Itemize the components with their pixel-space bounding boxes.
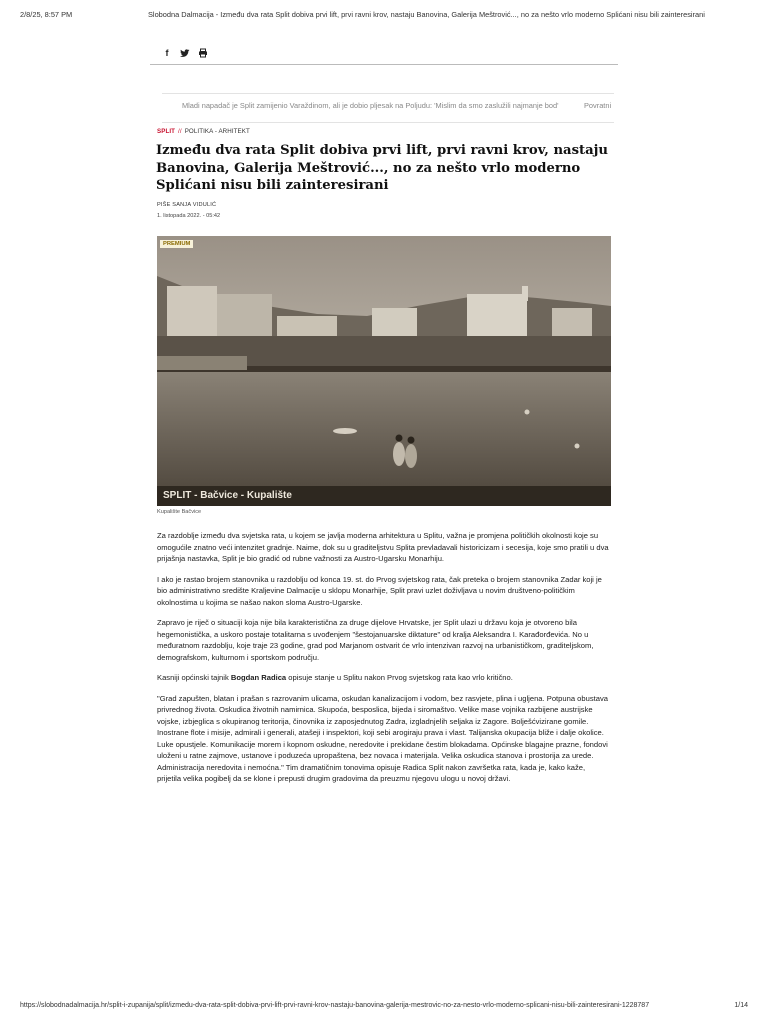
premium-badge: PREMIUM xyxy=(160,240,193,248)
news-ticker[interactable] xyxy=(162,93,614,123)
article-quote: "Grad zapušten, blatan i prašan s razrovanim ulicama, oskudan kanalizacijom i vodom, bez rasvjete, plina i ugljena. Potpuna obustava privrednog života. Oskudica životnih namirnica. Skupoća, besposlica, bijeda i siromaštvo. Velike mase vojnika razbijene austrijske vojske, izbjeglica s okupiranog teritorija, činovnika iz zaposjednutog Zadra, izgladnjelih seljaka iz Zagore. Bolješćvizirane gomile. Inostrane flote i misije, admirali i generali, atašeji i inspektori, koji sebi arogiraju prava i vlast. Talijanska okupacija bliže i dalje okolice. Luke opustjele. Komunikacije morem i kopnom oskudne, neredovite i prekidane čestim blokadama. Općinske blagajne prazne, fondovi uloženi u ratne zajmove, ustanove i poduzeća upropaštena, bez novaca i materijala. Velika oskudica stanova i prostorija za urede. Administracija neredovita i nemoćna." Tim dramatičnim tonovima opisuje Radica Split nakon završetka rata, kada je, kako kaže, prijetila velika pogibelj da se klone i prepusti drugim gradovima da preuzmu njegovu ulogu u novoj državi. xyxy=(157,693,608,783)
article-author: PIŠE SANJA VIDULIĆ xyxy=(157,202,217,208)
share-bar xyxy=(162,48,208,58)
person-name: Bogdan Radica xyxy=(230,673,287,682)
print-date: 2/8/25, 8:57 PM xyxy=(20,10,73,19)
paragraph-text: Kasniji općinski tajnik xyxy=(157,673,231,682)
print-page-title: Slobodna Dalmacija - Između dva rata Split dobiva prvi lift, prvi ravni krov, nastaju Banovina, Galerija Meštrović..., no za nešto vrlo moderno Splićani nisu bili zainteresirani xyxy=(148,10,705,19)
article-paragraph: Zapravo je riječ o situaciji koja nije bila karakteristična za druge dijelove Hrvatske, jer Split ulazi u državu koja je otvoreno bila hegemonistička, a uskoro postaje totalitarna s uvođenjem "šestojanuarske diktature" od kralja Aleksandra I. Karađorđevića. No u međuratnom razdoblju, koje traje 23 godine, grad pod Marjanom ostvarit će vrlo intenzivan razvoj na urbanističkom, graditeljskom, demografskom, kulturnom i sportskom području. xyxy=(157,618,594,662)
photo-caption: Kupalište Bačvice xyxy=(157,509,202,515)
breadcrumb-separator: // xyxy=(178,128,182,135)
breadcrumb-category[interactable]: POLITIKA - ARHITEKT xyxy=(184,128,250,135)
paragraph-text: opisuje stanje u Splitu nakon Prvog svjetskog rata kao vrlo kritično. xyxy=(286,673,513,682)
article-paragraph: Za razdoblje između dva svjetska rata, u kojem se javlja moderna arhitektura u Splitu, važna je promjena političkih okolnosti koje su omogućile znatno veći intenzitet gradnje. Naime, dok su u graditeljstvu Splita prevladavali historicizam i secesija, koje smo pratili u dva prijašnja nastavka, Split je bio gradić od rubne važnosti za Austro-Ugarsku Monarhiju. xyxy=(157,531,609,563)
facebook-icon[interactable]: f xyxy=(165,48,169,58)
article-date: 1. listopada 2022. - 05:42 xyxy=(157,213,221,219)
print-page-number: 1/14 xyxy=(734,1002,748,1009)
article-headline: Između dva rata Split dobiva prvi lift, prvi ravni krov, nastaju Banovina, Galerija Meštrović..., no za nešto vrlo moderno Splićani nisu bili zainteresirani xyxy=(156,143,609,193)
article-paragraph: I ako je rastao brojem stanovnika u razdoblju od konca 19. st. do Prvog svjetskog rata, čak preteka o brojem stanovnika Zadar koji je bio administrativno središte Kraljevine Dalmacije u sklopu Monarhije, Split pravi uzlet doživljava u novim društveno-političkim okolnostima u kojima se našao nakon sloma Austro-Ugarske. xyxy=(157,574,602,607)
ticker-item-next[interactable]: Povratni xyxy=(584,101,612,110)
print-icon[interactable] xyxy=(198,48,208,58)
article-photo xyxy=(157,236,611,506)
twitter-icon[interactable] xyxy=(180,48,190,58)
header-divider xyxy=(150,64,618,65)
ticker-item[interactable]: Mladi napadač je Split zamijenio Varaždinom, ali je dobio pljesak na Poljudu: 'Mislim da smo zaslužili najmanje bod' xyxy=(182,101,559,110)
breadcrumb-city[interactable]: SPLIT xyxy=(157,128,176,135)
print-footer-url: https://slobodnadalmacija.hr/split-i-zupanija/split/izmedu-dva-rata-split-dobiva-prvi-lift-prvi-ravni-krov-nastaju-banovina-galerija-mestrovic-no-za-nesto-vrlo-moderno-splicani-nisu-bili-zainteresirani-1228787 xyxy=(20,1002,650,1009)
breadcrumb xyxy=(157,128,250,135)
article-paragraph xyxy=(157,672,611,684)
photo-print-caption: SPLIT - Bačvice - Kupalište xyxy=(163,490,292,501)
article-body xyxy=(157,530,611,794)
